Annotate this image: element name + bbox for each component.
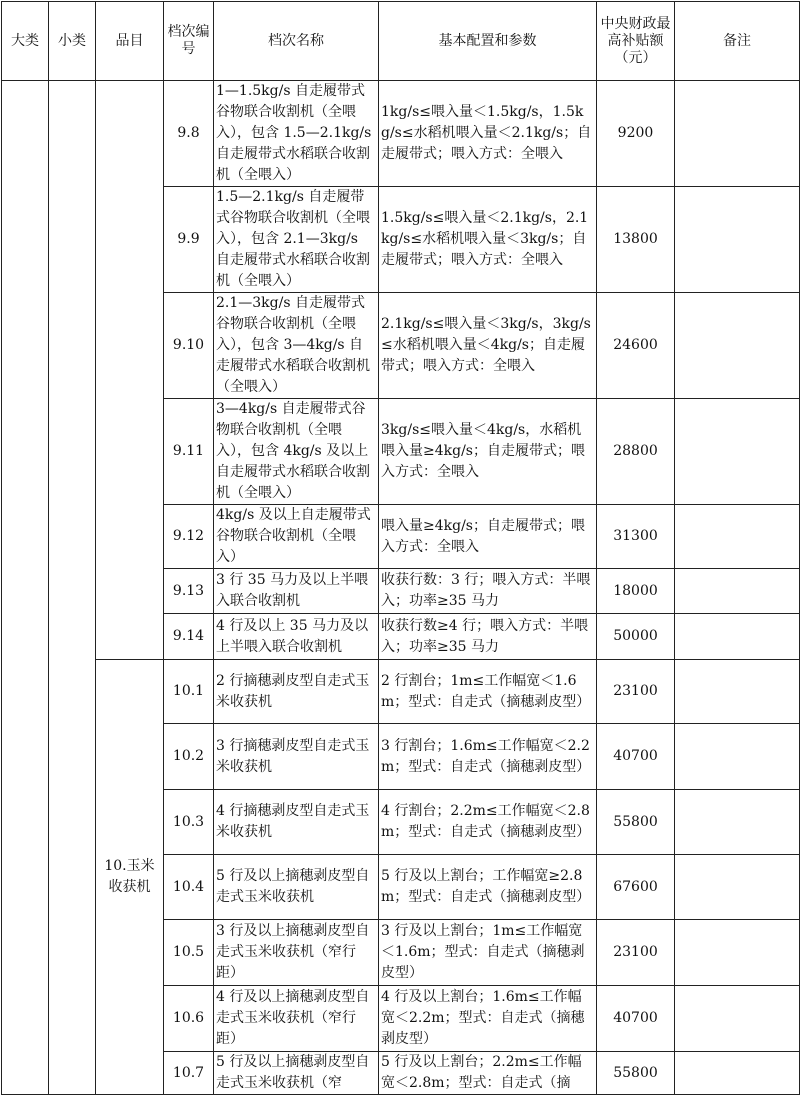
subsidy-amount: 13800 [597,187,675,293]
grade-name: 4 行摘穗剥皮型自走式玉米收获机 [214,790,379,855]
header-grade-name: 档次名称 [214,2,379,81]
remark-cell [675,505,800,569]
subsidy-amount: 40700 [597,724,675,790]
grade-number: 10.2 [164,724,214,790]
config-params: 3kg/s≤喂入量＜4kg/s，水稻机喂入量≥4kg/s；自走履带式；喂入方式：全喂入 [379,399,597,505]
subsidy-amount: 55800 [597,790,675,855]
config-params: 5 行及以上割台；工作幅宽≥2.8m；型式：自走式（摘穗剥皮型） [379,855,597,920]
config-params: 4 行割台；2.2m≤工作幅宽＜2.8m；型式：自走式（摘穗剥皮型） [379,790,597,855]
config-params: 喂入量≥4kg/s；自走履带式；喂入方式：全喂入 [379,505,597,569]
remark-cell [675,660,800,724]
grade-number: 9.8 [164,81,214,187]
remark-cell [675,569,800,614]
header-row [2,2,800,81]
remark-cell [675,724,800,790]
subsidy-amount: 50000 [597,614,675,660]
remark-cell [675,855,800,920]
minor-category-cell [49,81,96,1095]
subsidy-amount: 9200 [597,81,675,187]
config-params: 4 行及以上割台；1.6m≤工作幅宽＜2.2m；型式：自走式（摘穗剥皮型） [379,986,597,1052]
config-params: 5 行及以上割台；2.2m≤工作幅宽＜2.8m；型式：自走式（摘 [379,1052,597,1095]
grade-number: 10.1 [164,660,214,724]
grade-name: 3—4kg/s 自走履带式谷物联合收割机（全喂入），包含 4kg/s 及以上自走履带式水稻联合收割机（全喂入） [214,399,379,505]
grade-number: 10.6 [164,986,214,1052]
grade-name: 4kg/s 及以上自走履带式谷物联合收割机（全喂入） [214,505,379,569]
subsidy-amount: 23100 [597,920,675,986]
remark-cell [675,399,800,505]
remark-cell [675,920,800,986]
config-params: 收获行数：3 行；喂入方式：半喂入；功率≥35 马力 [379,569,597,614]
grade-name: 2.1—3kg/s 自走履带式谷物联合收割机（全喂入），包含 3—4kg/s 自走履带式水稻联合收割机（全喂入） [214,293,379,399]
subsidy-table [1,1,800,1095]
config-params: 1.5kg/s≤喂入量＜2.1kg/s，2.1kg/s≤水稻机喂入量＜3kg/s；自走履带式；喂入方式：全喂入 [379,187,597,293]
item-cell-grain-harvester [96,81,164,660]
subsidy-amount: 67600 [597,855,675,920]
grade-number: 9.10 [164,293,214,399]
grade-number: 9.9 [164,187,214,293]
subsidy-amount: 28800 [597,399,675,505]
grade-name: 4 行及以上 35 马力及以上半喂入联合收割机 [214,614,379,660]
config-params: 2 行割台；1m≤工作幅宽＜1.6m；型式：自走式（摘穗剥皮型） [379,660,597,724]
header-config: 基本配置和参数 [379,2,597,81]
grade-name: 3 行摘穗剥皮型自走式玉米收获机 [214,724,379,790]
remark-cell [675,614,800,660]
header-max-subsidy: 中央财政最高补贴额（元） [597,2,675,81]
grade-name: 1—1.5kg/s 自走履带式谷物联合收割机（全喂入），包含 1.5—2.1kg/s 自走履带式水稻联合收割机（全喂入） [214,81,379,187]
grade-number: 9.12 [164,505,214,569]
grade-name: 4 行及以上摘穗剥皮型自走式玉米收获机（窄行距） [214,986,379,1052]
config-params: 3 行及以上割台；1m≤工作幅宽＜1.6m；型式：自走式（摘穗剥皮型） [379,920,597,986]
header-remark: 备注 [675,2,800,81]
remark-cell [675,790,800,855]
grade-name: 5 行及以上摘穗剥皮型自走式玉米收获机（窄 [214,1052,379,1095]
subsidy-amount: 23100 [597,660,675,724]
grade-name: 3 行及以上摘穗剥皮型自走式玉米收获机（窄行距） [214,920,379,986]
subsidy-amount: 24600 [597,293,675,399]
remark-cell [675,81,800,187]
config-params: 收获行数≥4 行；喂入方式：半喂入；功率≥35 马力 [379,614,597,660]
table-row [2,81,800,187]
grade-name: 2 行摘穗剥皮型自走式玉米收获机 [214,660,379,724]
config-params: 3 行割台；1.6m≤工作幅宽＜2.2m；型式：自走式（摘穗剥皮型） [379,724,597,790]
header-minor-category: 小类 [49,2,96,81]
subsidy-amount: 55800 [597,1052,675,1095]
config-params: 1kg/s≤喂入量＜1.5kg/s，1.5kg/s≤水稻机喂入量＜2.1kg/s；自走履带式；喂入方式：全喂入 [379,81,597,187]
grade-number: 10.5 [164,920,214,986]
grade-name: 5 行及以上摘穗剥皮型自走式玉米收获机 [214,855,379,920]
grade-number: 9.14 [164,614,214,660]
subsidy-amount: 40700 [597,986,675,1052]
grade-name: 1.5—2.1kg/s 自走履带式谷物联合收割机（全喂入），包含 2.1—3kg/s 自走履带式水稻联合收割机（全喂入） [214,187,379,293]
header-grade-number: 档次编号 [164,2,214,81]
remark-cell [675,293,800,399]
grade-number: 10.3 [164,790,214,855]
major-category-cell [2,81,49,1095]
item-cell-corn-harvester: 10.玉米收获机 [96,660,164,1095]
remark-cell [675,187,800,293]
grade-number: 10.7 [164,1052,214,1095]
grade-name: 3 行 35 马力及以上半喂入联合收割机 [214,569,379,614]
remark-cell [675,1052,800,1095]
header-item: 品目 [96,2,164,81]
grade-number: 9.11 [164,399,214,505]
header-major-category: 大类 [2,2,49,81]
subsidy-amount: 31300 [597,505,675,569]
config-params: 2.1kg/s≤喂入量＜3kg/s，3kg/s≤水稻机喂入量＜4kg/s；自走履带式；喂入方式：全喂入 [379,293,597,399]
grade-number: 10.4 [164,855,214,920]
grade-number: 9.13 [164,569,214,614]
subsidy-amount: 18000 [597,569,675,614]
remark-cell [675,986,800,1052]
table-row [2,660,800,724]
